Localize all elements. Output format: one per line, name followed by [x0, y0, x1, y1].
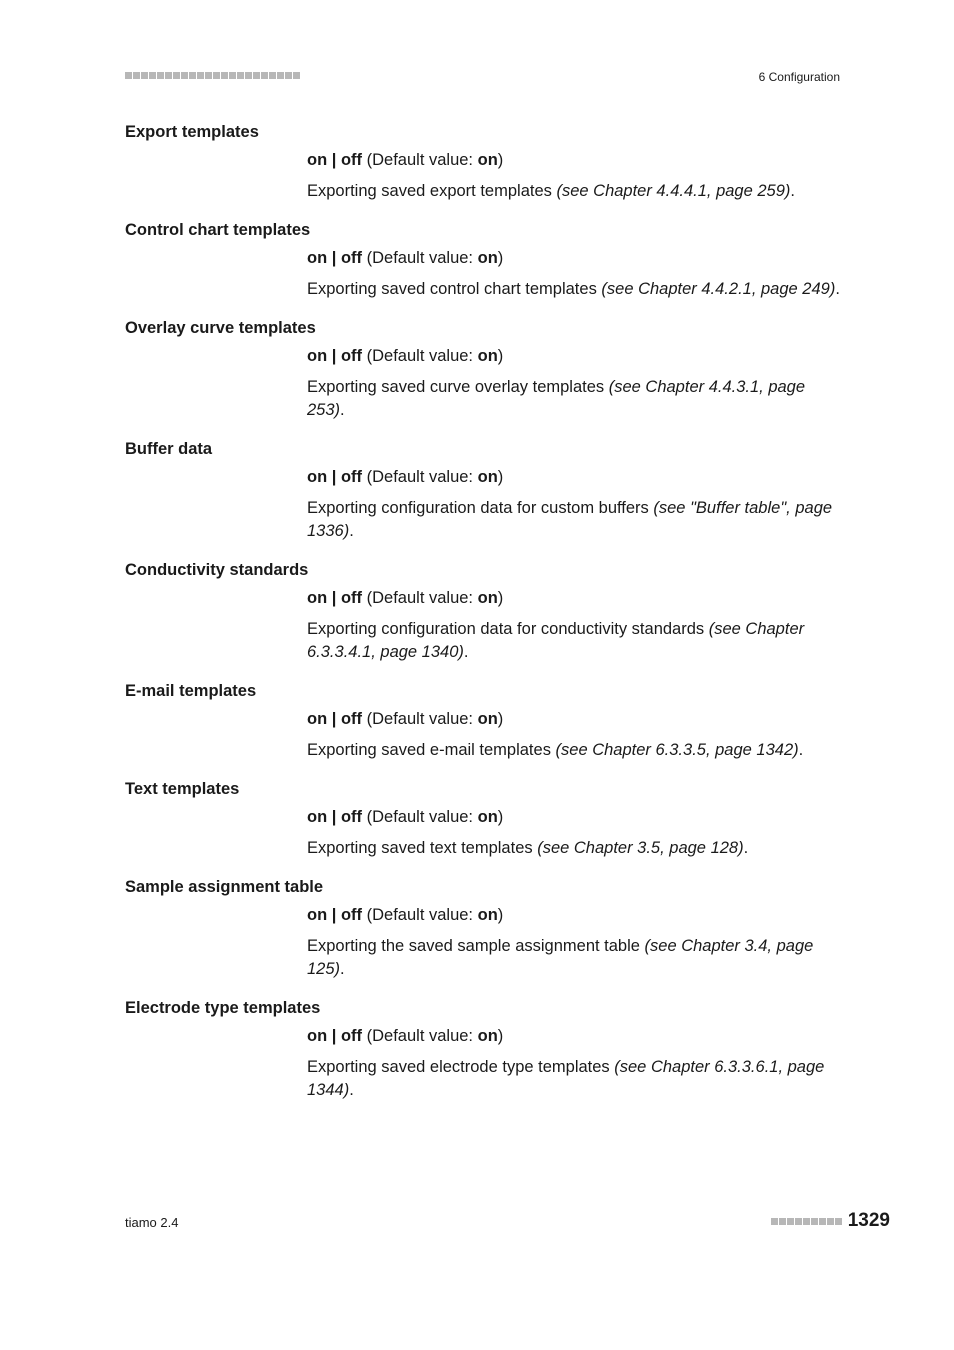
parameter-title: Export templates	[125, 123, 259, 141]
parameter-title: Conductivity standards	[125, 561, 309, 579]
parameter-description: Exporting saved e-mail templates (see Chapter 6.3.3.5, page 1342).	[307, 741, 804, 759]
parameter-overlay-curve-templates	[125, 317, 840, 422]
parameter-description: Exporting saved export templates (see Chapter 4.4.4.1, page 259).	[307, 182, 795, 200]
cross-reference[interactable]: (see Chapter 6.3.3.5, page 1342)	[555, 741, 799, 759]
cross-reference[interactable]: (see Chapter 3.5, page 128)	[537, 839, 744, 857]
parameter-values: on | off (Default value: on)	[307, 347, 504, 365]
footer-page	[771, 1210, 890, 1232]
cross-reference[interactable]: (see Chapter 4.4.4.1, page 259)	[556, 182, 791, 200]
parameter-description: Exporting saved text templates (see Chapter 3.5, page 128).	[307, 839, 749, 857]
cross-reference[interactable]: (see Chapter 4.4.2.1, page 249)	[601, 280, 836, 298]
parameter-conductivity-standards	[125, 559, 840, 664]
parameter-buffer-data	[125, 438, 840, 543]
cross-reference[interactable]: (see Chapter 6.3.3.4.1, page 1340)	[307, 620, 805, 661]
parameter-title: Sample assignment table	[125, 878, 324, 896]
parameter-title: Control chart templates	[125, 221, 311, 239]
parameter-email-templates	[125, 680, 840, 762]
parameter-title: E-mail templates	[125, 682, 257, 700]
cross-reference[interactable]: (see Chapter 3.4, page 125)	[307, 937, 814, 978]
parameter-list	[125, 121, 840, 1118]
footer-product: tiamo 2.4	[125, 1215, 179, 1230]
parameter-export-templates	[125, 121, 840, 203]
parameter-title: Electrode type templates	[125, 999, 321, 1017]
parameter-text-templates	[125, 778, 840, 860]
parameter-description: Exporting configuration data for custom buffers (see "Buffer table", page 1336).	[307, 499, 833, 540]
parameter-values: on | off (Default value: on)	[307, 808, 504, 826]
parameter-description: Exporting the saved sample assignment table (see Chapter 3.4, page 125).	[307, 937, 814, 978]
cross-reference[interactable]: (see Chapter 4.4.3.1, page 253)	[307, 378, 806, 419]
page-number: 1329	[847, 1210, 890, 1231]
parameter-values: on | off (Default value: on)	[307, 249, 504, 267]
parameter-description: Exporting configuration data for conductivity standards (see Chapter 6.3.3.4.1, page 1340).	[307, 620, 805, 661]
header-decoration	[125, 72, 300, 79]
parameter-electrode-type-templates	[125, 997, 840, 1102]
parameter-values: on | off (Default value: on)	[307, 468, 504, 486]
parameter-values: on | off (Default value: on)	[307, 151, 504, 169]
parameter-values: on | off (Default value: on)	[307, 589, 504, 607]
footer-decoration	[771, 1218, 842, 1225]
parameter-values: on | off (Default value: on)	[307, 1027, 504, 1045]
parameter-title: Text templates	[125, 780, 240, 798]
parameter-control-chart-templates	[125, 219, 840, 301]
parameter-description: Exporting saved electrode type templates (see Chapter 6.3.3.6.1, page 1344).	[307, 1058, 825, 1099]
cross-reference[interactable]: (see "Buffer table", page 1336)	[307, 499, 833, 540]
parameter-values: on | off (Default value: on)	[307, 710, 504, 728]
parameter-title: Buffer data	[125, 440, 213, 458]
chapter-label: 6 Configuration	[758, 70, 840, 84]
parameter-description: Exporting saved control chart templates (see Chapter 4.4.2.1, page 249).	[307, 280, 840, 298]
parameter-description: Exporting saved curve overlay templates (see Chapter 4.4.3.1, page 253).	[307, 378, 806, 419]
parameter-values: on | off (Default value: on)	[307, 906, 504, 924]
cross-reference[interactable]: (see Chapter 6.3.3.6.1, page 1344)	[307, 1058, 825, 1099]
parameter-title: Overlay curve templates	[125, 319, 316, 337]
parameter-sample-assignment-table	[125, 876, 840, 981]
